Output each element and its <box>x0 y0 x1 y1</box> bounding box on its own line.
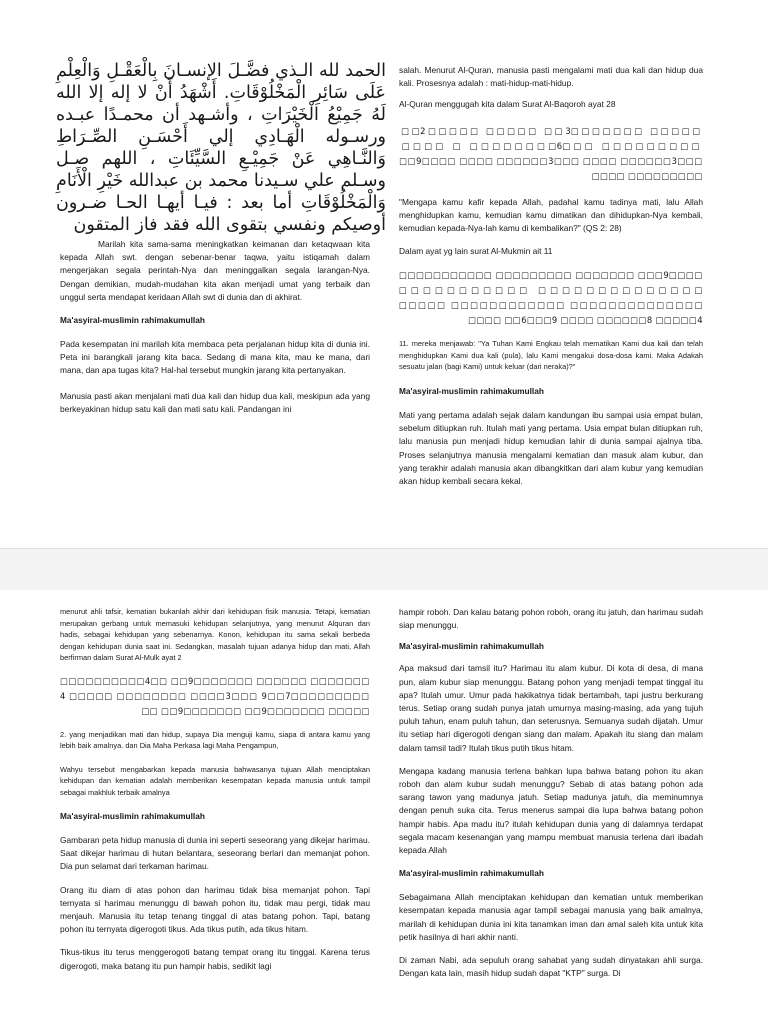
page1-right-column <box>399 0 703 488</box>
paragraph: hampir roboh. Dan kalau batang pohon roboh, orang itu jatuh, dan harimau sudah siap menunggu. <box>399 607 703 631</box>
paragraph: Gambaran peta hidup manusia di dunia ini seperti seseorang yang dikejar harimau. Saat dikejar harimau di hutan belantara, seseorang berlari dan memanjat pohon. Dia pun selamat dari terkaman harimau. <box>60 835 370 872</box>
paragraph: Manusia pasti akan menjalani mati dua kali dan hidup dua kali, meskipun ada yang berkeyakinan hidup satu kali dan mati satu kali. Pandangan ini <box>60 390 370 414</box>
arabic-verse: □□□□□ □□□□□□□3□□ □□□□□ □□□□□2□□ □□□□□□□□□ □□□6□□□□□□□□ □ □□□□ □□□3□□□□□□ □□□□ □□□3□□□□□□ □□□□ □□□□9□□ □□□□□□□□□ □□□□ <box>399 125 703 181</box>
section-heading: Ma'asyiral-muslimin rahimakumullah <box>399 385 544 396</box>
page-separator <box>0 548 768 592</box>
paragraph: Mati yang pertama adalah sejak dalam kandungan ibu sampai usia empat bulan, sebelum ditiupkan ruh. Itulah mati yang pertama. Usia empat bulan ditiupkan ruh, lalu manusia pun menjadi hidup kemudian lahir di dunia sampai ajalnya tiba. Proses selanjutnya manusia mengalami kematian dan masuk alam kubur, dan yang terakhir adalah manusia akan dibangkitkan dari alam kubur yang kemudian akan hidup kembali secara kekal. <box>399 409 703 486</box>
paragraph: Apa maksud dari tamsil itu? Harimau itu alam kubur. Di kota di desa, di mana pun, alam kubur siap menunggu. Batang pohon yang menjadi tempat tinggal itu apa? Itulah umur. Umur pada hakikatnya tidak bertambah, tapi justru berkurang terus. Setiap orang sudah punya jatah umurnya masing-masing, ada yang tujuh puluh tahun, enam puluh tahun, dan seterusnya. Semuanya sudah dijatah. Umur itu setiap hari digerogoti dengan siang dan malam. Apakah itu siang dan malam dalam tamsil tadi? Itulah tikus putih tikus hitam. <box>399 663 703 753</box>
section-heading: Ma'asyiral-muslimin rahimakumullah <box>60 315 205 326</box>
paragraph: Sebagaimana Allah menciptakan kehidupan dan kematian untuk memberikan kesempatan kepada manusia agar tampil sebagai manusia yang baik amalnya, marilah di kehidupan dunia ini kita tanamkan iman dan amal saleh kita untuk kita petik hasilnya di hari akhir nanti. <box>399 892 703 942</box>
quote: "Mengapa kamu kafir kepada Allah, padahal kamu tadinya mati, lalu Allah menghidupkan kamu, kemudian kamu dimatikan dan dihidupkan-Nya kembali, kemudian kepada-Nya-lah kamu di kembalikan?" (QS 2: 28) <box>399 196 703 234</box>
paragraph: Dalam ayat yg lain surat Al-Mukmin ait 11 <box>399 246 553 257</box>
paragraph: Mengapa kadang manusia terlena bahkan lupa bahwa batang pohon itu akan roboh dan alam kubur sudah menunggu? Sebab di atas batang pohon ada sarang tawon yang madunya jatuh. Setiap madunya jatuh, dia meminumnya dengan penuh suka cita. Terus menerus sampai dia lupa bahwa batang pohon hampir habis. Apa madu itu? itulah kehidupan dunia yang di dalamnya terdapat segala macam kesenangan yang mampu membuat manusia terlena dari ibadah kepada Allah <box>399 765 703 856</box>
section-heading: Ma'asyiral-muslimin rahimakumullah <box>399 641 544 652</box>
translation-text: 11. mereka menjawab: "Ya Tuhan Kami Engkau telah mematikan Kami dua kali dan telah menghidupkan Kami dua kali (pula), lalu Kami mengakui dosa-dosa kami. Maka Adakah sesuatu jalan (bagi Kami) untuk keluar (dari neraka)?" <box>399 339 703 372</box>
document-page-2 <box>0 590 768 1024</box>
paragraph: Wahyu tersebut mengabarkan kepada manusia bahwasanya tujuan Allah menciptakan kehidupan dan kematian adalah memberikan kesempatan kepada manusia untuk tampil sebagai makhluk terbaik amalnya <box>60 764 370 797</box>
page2-right-column <box>399 590 703 980</box>
paragraph: Pada kesempatan ini marilah kita membaca peta perjalanan hidup kita di dunia ini. Peta ini barangkali jarang kita baca. Sedang di mana kita, mau ke mana, dari mana, dan apa tugas kita? Hal-hal tersebut mungkin jarang kita pertanyakan. <box>60 339 370 376</box>
arabic-verse: □□□□9□□□ □□□□□□□ □□□□□□□□□ □□□□□□□□□□□ □□□□□□□□□□□□□□ □□□□□□□□□□□ □□□□□□□□□□□□□□ □□□□□□□□□□□□ □□□□□ 4□□□□□ 8□□□□□□ □□□□ 9□□□6□□ □□□□ <box>399 270 703 326</box>
section-heading: Ma'asyiral-muslimin rahimakumullah <box>399 868 544 879</box>
paragraph: Tikus-tikus itu terus menggerogoti batang tempat orang itu tinggal. Karena terus digerogoti, maka batang itu pun hampir habis, sedikit lagi <box>60 947 370 971</box>
arabic-verse: □□□□□□□ □□□□□□ □□□□□□□9□□ □□4□□□□□□□□□□ □□□□□□□□□7□□9 □□□3□□□□ □□□□□□□□ □□□□□ 4 □□□□□ □□□□□□□9□□ □□□□□□□9□□ □□ <box>60 675 370 716</box>
page1-left-column <box>56 0 386 416</box>
translation-text: 2. yang menjadikan mati dan hidup, supaya Dia menguji kamu, siapa di antara kamu yang lebih baik amalnya. dan Dia Maha Perkasa lagi Maha Pengampun, <box>60 729 370 750</box>
paragraph: Orang itu diam di atas pohon dan harimau tidak bisa memanjat pohon. Tapi ternyata si harimau menunggu di bawah pohon itu, tidak mau pergi, tidak mau menjauh. Manusia itu tetap tenang tinggal di atas batang pohon. Tapi, batang pohon itu ternyata digerogoti tikus. Ada tikus putih, ada tikus hitam. <box>60 884 370 935</box>
arabic-opening-prayer: الحمد لله الـذي فضَّـلَ الإنسـانَ بِالْعَقْـلِ وَالْعِلْمِ عَلَى سَائِرِ الْمَخْلُوْقَاتِ. أَشْهَدُ أَنْ لا إله إلا الله لَهُ جَمِيْعُ الْخَيْرَاتِ ، وأشـهد أن محمـدًا عبـده ورسـوله الْهَـادِي إلي أَحْسَـنِ الصِّـرَاطِ وَالنَّـاهِي عَنْ جَمِيْـعِ السَّيِّئَاتِ ، اللهم صـل وسـلم علي سـيدنا محمد بن عبدالله خَيْرِ الْأَنَامِ وَالْمَخْلُوْقَاتِ أما بعد : فيـا أيهـا الحـا ضـرون أوصيكم ونفسي بتقوى الله فقد فاز المتقون <box>56 61 386 235</box>
paragraph: Marilah kita sama-sama meningkatkan keimanan dan ketaqwaan kita kepada Allah swt. dengan sebenar-benar taqwa, yaitu istiqamah dalam mengerjakan segala perintah-Nya dan meninggalkan segala larangan-Nya. Dengan demikian, mudah-mudahan kita akan menjadi umat yang terbaik dan unggul serta mendapat keridaan Allah swt di dunia dan di akhirat. <box>60 239 370 302</box>
section-heading: Ma'asyiral-muslimin rahimakumullah <box>60 811 205 821</box>
paragraph: Di zaman Nabi, ada sepuluh orang sahabat yang sudah dinyatakan ahli surga. Dengan kata lain, masih hidup sudah dapat "KTP" surga. Di <box>399 955 703 979</box>
page2-left-column <box>60 590 370 973</box>
paragraph: salah. Menurut Al-Quran, manusia pasti mengalami mati dua kali dan hidup dua kali. Prosesnya adalah : mati-hidup-mati-hidup. <box>399 65 703 89</box>
paragraph: Al-Quran menggugah kita dalam Surat Al-Baqoroh ayat 28 <box>399 99 616 110</box>
paragraph: menurut ahli tafsir, kematian bukanlah akhir dari kehidupan fisik manusia. Tetapi, kematian merupakan gerbang untuk memasuki kehidupan selanjutnya, yang menurut Alquran dan hadis, sebagai kehidupan yang sebenarnya. Konon, kehidupan itu sama sekali berbeda dengan kehidupan dunia saat ini. Sedangkan, masalah tujuan adanya hidup dan mati, Allah berfirman dalam Surat Al-Mulk ayat 2 <box>60 607 370 662</box>
